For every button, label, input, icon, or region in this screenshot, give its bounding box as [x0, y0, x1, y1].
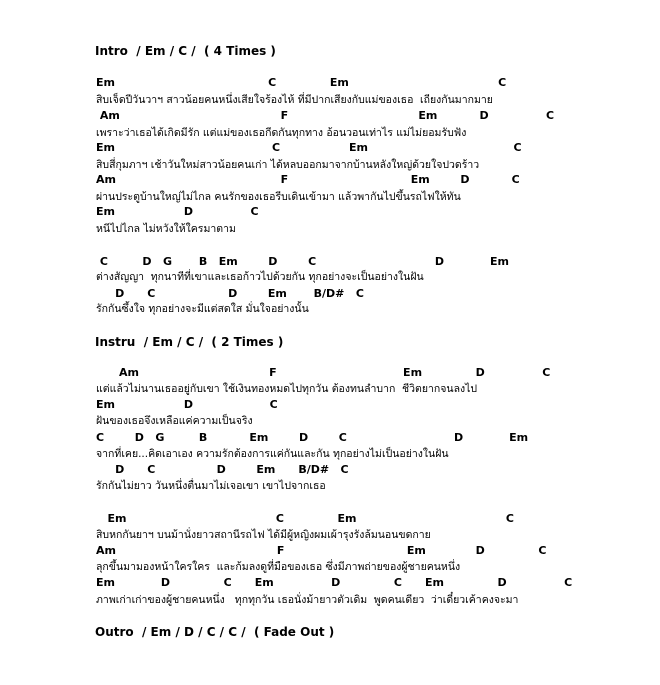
chord-line: Am F Em D C [96, 544, 547, 557]
chord-line: D C D Em B/D# C [96, 463, 349, 476]
outro-line: Outro / Em / D / C / C / ( Fade Out ) [95, 625, 335, 639]
chord-line: Am F Em D C [96, 109, 555, 122]
chord-line: C D G B Em D C D Em [96, 255, 509, 268]
lyric-line: รักกันไม่ยาว วันหนึ่งตื่นมาไม่เจอเขา เขาไปจากเธอ [96, 480, 326, 492]
chord-line: Em C Em C [96, 76, 507, 89]
chord-line: Em D C [96, 398, 278, 411]
instru-line: Instru / Em / C / ( 2 Times ) [95, 335, 284, 349]
lyric-line: ต่างสัญญา ทุกนาทีที่เขาและเธอก้าวไปด้วยกัน ทุกอย่างจะเป็นอย่างในฝัน [96, 271, 424, 283]
chord-line: C D G B Em D C D Em [96, 431, 529, 444]
lyric-line: จากที่เคย...คิดเอาเอง ความรักต้องการแค่กันและกัน ทุกอย่างไม่เป็นอย่างในฝัน [96, 448, 449, 460]
lyric-line: สิบหกกันยาฯ บนม้านั่งยาวสถานีรถไฟ ได้มีผู้หญิงผมเผ้ารุงรังล้มนอนขดกาย [96, 529, 431, 541]
chord-line: Em C Em C [96, 512, 514, 525]
lyric-line: ลุกขึ้นมามองหน้าใครใคร และก้มลงดูที่มือของเธอ ซึ่งมีภาพถ่ายของผู้ชายคนหนึ่ง [96, 561, 461, 573]
chord-line: Em D C Em D C Em D C [96, 576, 573, 589]
lyric-line: สิบเจ็ดปีวันวาฯ สาวน้อยคนหนึ่งเสียใจร้องไห้ ที่มีปากเสียงกับแม่ของเธอ เถียงกันมากมาย [96, 94, 493, 106]
lyric-line: รักกันซึ้งใจ ทุกอย่างจะมีแต่สดใส มั่นใจอย่างนั้น [96, 303, 309, 315]
lyric-line: หนีไปไกล ไม่หวังให้ใครมาตาม [96, 223, 236, 235]
lyric-line: เพราะว่าเธอได้เกิดมีรัก แต่แม่ของเธอกีดกันทุกทาง อ้อนวอนเท่าไร แม่ไม่ยอมรับฟัง [96, 127, 467, 139]
intro-line: Intro / Em / C / ( 4 Times ) [95, 44, 276, 58]
lyric-line: ภาพเก่าเก่าของผู้ชายคนหนึ่ง ทุกทุกวัน เธอนั่งม้ายาวตัวเดิม พูดคนเดียว ว่าเดี๋ยวเค้าคงจะมา [96, 594, 519, 606]
chord-line: D C D Em B/D# C [96, 287, 364, 300]
lyric-line: ฝันของเธอจึงเหลือแค่ความเป็นจริง [96, 415, 253, 427]
chord-line: Em C Em C [96, 141, 522, 154]
lyric-line: ผ่านประตูบ้านใหญ่ไม่ไกล คนรักของเธอรีบเดินเข้ามา แล้วพากันไปขึ้นรถไฟให้ทัน [96, 191, 461, 203]
chord-line: Em D C [96, 205, 259, 218]
chord-line: Am F Em D C [96, 366, 551, 379]
lyric-line: แต่แล้วไม่นานเธออยู่กับเขา ใช้เงินทองหมดไปทุกวัน ต้องทนลำบาก ชีวิตยากจนลงไป [96, 383, 478, 395]
chord-line: Am F Em D C [96, 173, 520, 186]
lyric-line: สิบสี่กุมภาฯ เช้าวันใหม่สาวน้อยคนเก่า ได้หลบออกมาจากบ้านหลังใหญ่ด้วยใจปวดร้าว [96, 159, 480, 171]
